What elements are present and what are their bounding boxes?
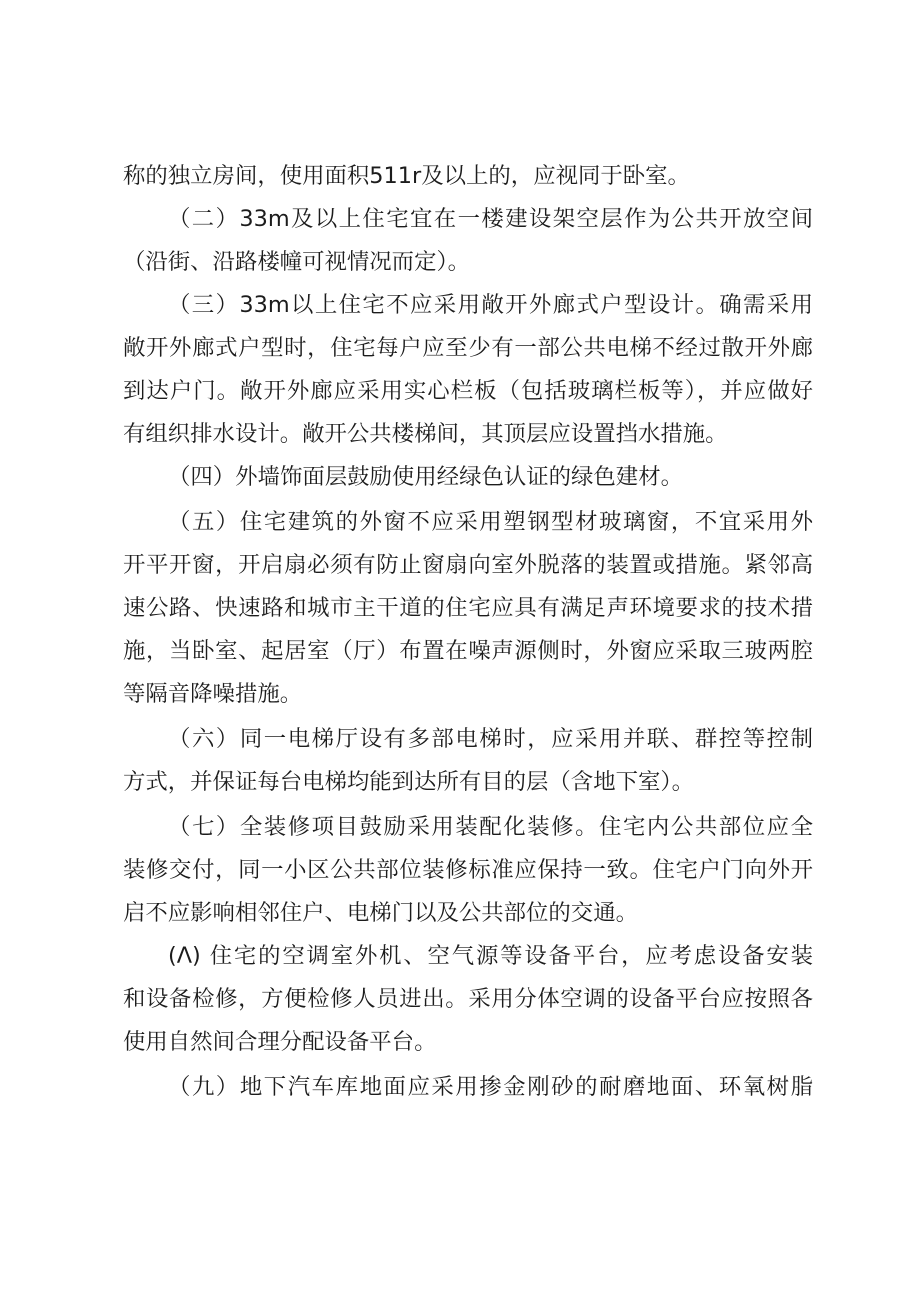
- text-line: 有组织排水设计。敞开公共楼梯间，其顶层应设置挡水措施。: [123, 421, 728, 447]
- text-line: 启不应影响相邻住户、电梯门以及公共部位的交通。: [123, 900, 638, 926]
- text-line: （六）同一电梯厅设有多部电梯时，应采用并联、群控等控制: [168, 726, 813, 752]
- text-line: 和设备检修，方便检修人员进出。采用分体空调的设备平台应按照各: [123, 986, 813, 1012]
- text-line: 施，当卧室、起居室（厅）布置在噪声源侧时，外窗应采取三玻两腔: [123, 638, 813, 664]
- text-line: （九）地下汽车库地面应采用掺金刚砂的耐磨地面、环氧树脂: [168, 1074, 813, 1100]
- text-line: 开平开窗，开启扇必须有防止窗扇向室外脱落的装置或措施。紧邻高: [123, 552, 813, 578]
- text-line: 到达户门。敞开外廊应采用实心栏板（包括玻璃栏板等），并应做好: [123, 378, 813, 404]
- text-line: 等隔音降噪措施。: [123, 681, 303, 707]
- text-line: （沿街、沿路楼幢可视情况而定）。: [123, 249, 471, 275]
- text-line: （三）33m以上住宅不应采用敞开外廊式户型设计。确需采用: [168, 292, 813, 318]
- text-line: （五）住宅建筑的外窗不应采用塑钢型材玻璃窗，不宜采用外: [168, 509, 813, 535]
- text-line: （四）外墙饰面层鼓励使用经绿色认证的绿色建材。: [168, 464, 683, 490]
- text-line: （二）33m及以上住宅宜在一楼建设架空层作为公共开放空间: [168, 206, 813, 232]
- text-line: 称的独立房间，使用面积511r及以上的，应视同于卧室。: [123, 163, 690, 189]
- text-line: (Λ) 住宅的空调室外机、空气源等设备平台，应考虑设备安装: [168, 943, 813, 969]
- text-line: 速公路、快速路和城市主干道的住宅应具有满足声环境要求的技术措: [123, 595, 813, 621]
- text-line: （七）全装修项目鼓励采用装配化装修。住宅内公共部位应全: [168, 814, 813, 840]
- text-line: 使用自然间合理分配设备平台。: [123, 1029, 437, 1055]
- text-line: 方式，并保证每台电梯均能到达所有目的层（含地下室）。: [123, 769, 694, 795]
- text-line: 装修交付，同一小区公共部位装修标准应保持一致。住宅户门向外开: [123, 857, 813, 883]
- text-line: 敞开外廊式户型时，住宅每户应至少有一部公共电梯不经过散开外廊: [123, 335, 813, 361]
